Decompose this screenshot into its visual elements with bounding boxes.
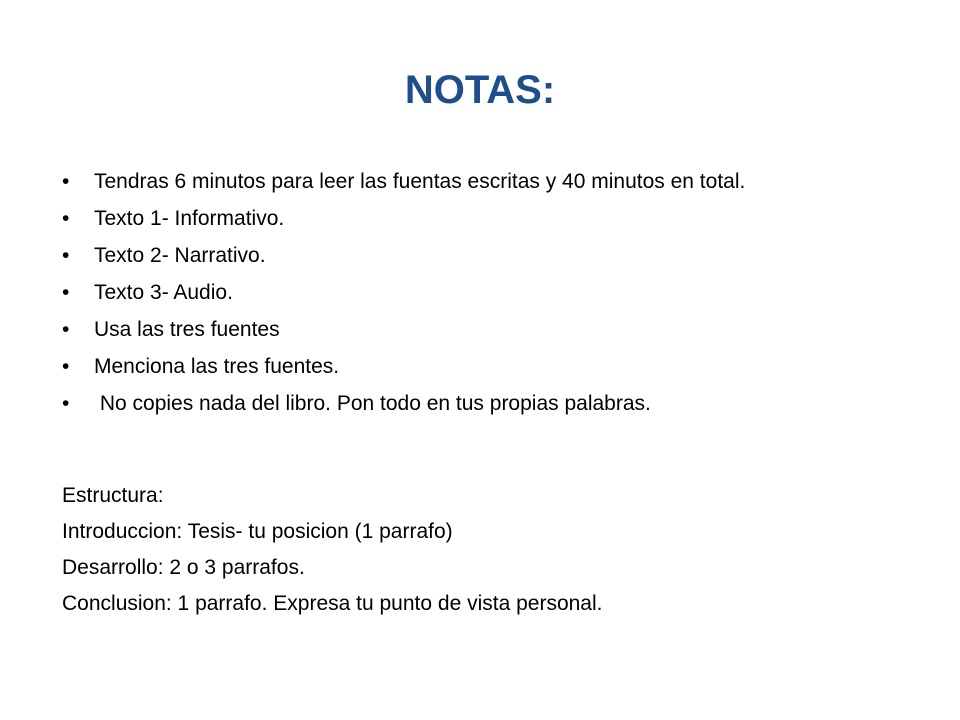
bullet-text: Texto 1- Informativo. xyxy=(94,207,285,230)
bullet-item xyxy=(62,355,882,379)
bullet-icon: • xyxy=(62,392,70,415)
bullet-icon: • xyxy=(62,355,70,378)
slide-title: NOTAS: xyxy=(404,68,556,112)
notes-bullet-list xyxy=(62,170,882,429)
bullet-item xyxy=(62,318,882,342)
structure-development: Desarrollo: 2 o 3 parrafos. xyxy=(62,556,305,579)
bullet-icon: • xyxy=(62,318,70,341)
structure-heading: Estructura: xyxy=(62,484,164,507)
structure-conclusion: Conclusion: 1 parrafo. Expresa tu punto de vista personal. xyxy=(62,592,603,615)
bullet-item xyxy=(62,244,882,268)
bullet-item xyxy=(62,392,882,416)
bullet-text: Texto 3- Audio. xyxy=(94,281,233,304)
structure-section xyxy=(62,484,902,628)
bullet-icon: • xyxy=(62,244,70,267)
bullet-item xyxy=(62,281,882,305)
bullet-item xyxy=(62,170,882,194)
bullet-text: Texto 2- Narrativo. xyxy=(94,244,266,267)
bullet-text: Menciona las tres fuentes. xyxy=(94,355,340,378)
bullet-icon: • xyxy=(62,207,70,230)
bullet-icon: • xyxy=(62,170,70,193)
bullet-text: No copies nada del libro. Pon todo en tus propias palabras. xyxy=(94,392,651,415)
bullet-item xyxy=(62,207,882,231)
bullet-icon: • xyxy=(62,281,70,304)
bullet-text: Usa las tres fuentes xyxy=(94,318,280,341)
bullet-text: Tendras 6 minutos para leer las fuentas escritas y 40 minutos en total. xyxy=(94,170,746,193)
structure-introduction: Introduccion: Tesis- tu posicion (1 parrafo) xyxy=(62,520,453,543)
